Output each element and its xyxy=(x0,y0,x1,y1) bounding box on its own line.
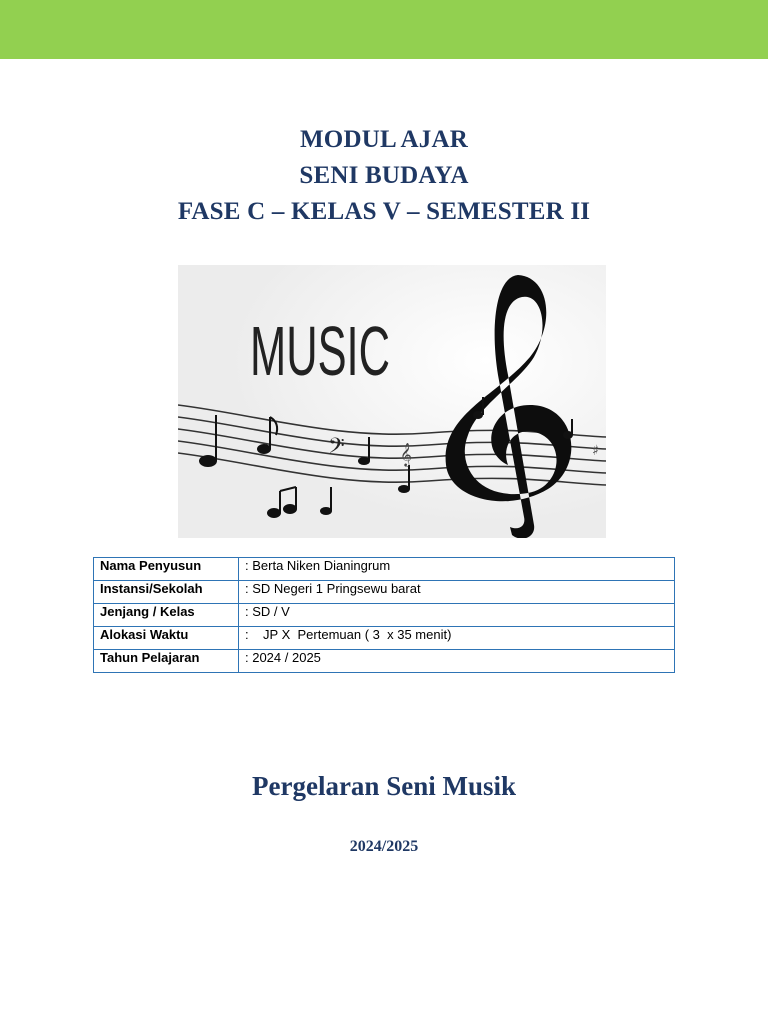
bass-clef-icon: 𝄢 xyxy=(328,434,345,464)
sharp-icon: ♯ xyxy=(592,443,599,459)
table-row xyxy=(94,581,675,604)
table-row xyxy=(94,650,675,673)
author-info-table xyxy=(93,557,675,673)
row-value: : SD / V xyxy=(239,604,675,627)
music-word: MUSIC xyxy=(250,312,390,390)
row-label: Jenjang / Kelas xyxy=(94,604,239,627)
row-value: : JP X Pertemuan ( 3 x 35 menit) xyxy=(239,627,675,650)
small-clef-icon: 𝄞 xyxy=(400,442,412,466)
row-label: Tahun Pelajaran xyxy=(94,650,239,673)
module-subtitle: Pergelaran Seni Musik xyxy=(252,771,516,801)
title-line-3: FASE C – KELAS V – SEMESTER II xyxy=(177,198,591,225)
academic-year: 2024/2025 xyxy=(349,838,419,855)
row-label: Alokasi Waktu xyxy=(94,627,239,650)
table-row xyxy=(94,604,675,627)
document-title xyxy=(0,122,768,230)
header-bar xyxy=(0,0,768,59)
cover-music-image xyxy=(178,265,606,538)
table-row xyxy=(94,627,675,650)
title-line-1: MODUL AJAR xyxy=(300,126,468,153)
row-value: : Berta Niken Dianingrum xyxy=(239,558,675,581)
title-line-2: SENI BUDAYA xyxy=(299,162,469,189)
table-row xyxy=(94,558,675,581)
row-value: : 2024 / 2025 xyxy=(239,650,675,673)
row-label: Instansi/Sekolah xyxy=(94,581,239,604)
row-label: Nama Penyusun xyxy=(94,558,239,581)
row-value: : SD Negeri 1 Pringsewu barat xyxy=(239,581,675,604)
